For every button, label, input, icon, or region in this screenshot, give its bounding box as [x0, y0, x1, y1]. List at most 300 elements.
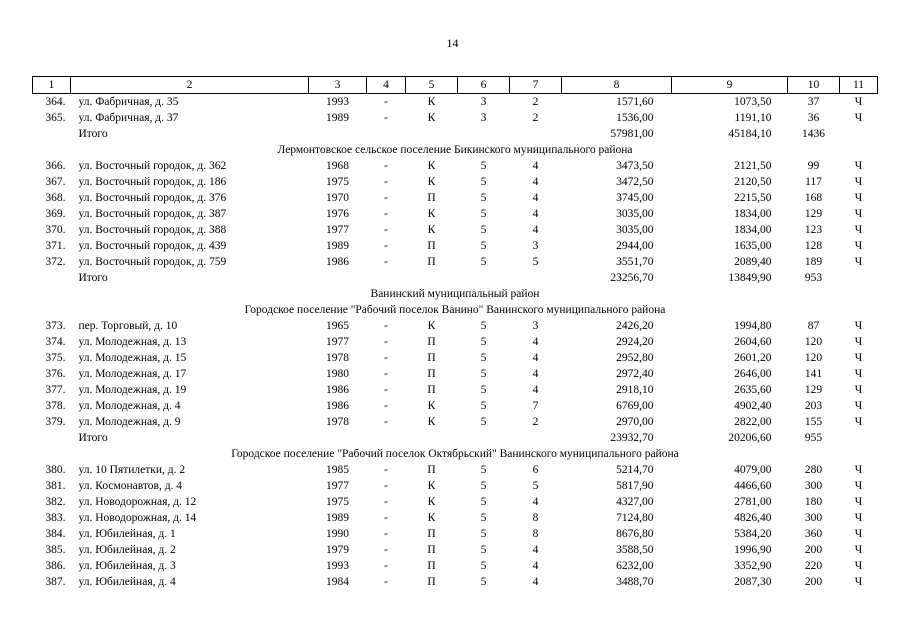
table-cell: 2 [532, 416, 539, 428]
table-cell: Ч [854, 416, 863, 428]
table-cell: 5 [480, 528, 487, 540]
table-cell [309, 430, 562, 446]
table-cell: П [427, 560, 436, 572]
table-cell: 1976 [326, 208, 349, 220]
table-cell: 371. [45, 240, 66, 252]
table-cell: 300 [804, 480, 823, 492]
table-cell: 386. [45, 560, 66, 572]
table-row [33, 542, 878, 558]
table-cell: Ч [854, 464, 863, 476]
table-cell: 1996,90 [734, 544, 772, 556]
table-cell: 5 [480, 384, 487, 396]
table-cell: 37 [807, 96, 820, 108]
table-cell: ул. Молодежная, д. 4 [78, 400, 181, 412]
table-cell: - [384, 208, 388, 220]
table-cell: 3472,50 [616, 176, 654, 188]
table-cell: ул. Молодежная, д. 13 [78, 336, 187, 348]
table-cell: 2 [532, 112, 539, 124]
total-label: Итого [78, 272, 108, 284]
table-cell: П [427, 192, 436, 204]
table-cell: 8676,80 [616, 528, 654, 540]
table-cell: 203 [804, 400, 823, 412]
table-cell: 6232,00 [616, 560, 654, 572]
table-cell: ул. Восточный городок, д. 439 [78, 240, 227, 252]
column-header: 1 [33, 77, 71, 94]
table-cell: К [427, 416, 436, 428]
table-cell: - [384, 176, 388, 188]
table-cell: 5 [480, 416, 487, 428]
table-cell: 120 [804, 336, 823, 348]
table-cell: 384. [45, 528, 66, 540]
table-cell: 1984 [326, 576, 349, 588]
table-cell: 4 [532, 336, 539, 348]
table-cell: 4 [532, 544, 539, 556]
table-cell: 1975 [326, 176, 349, 188]
table-row [33, 494, 878, 510]
total-label: Итого [78, 128, 108, 140]
table-cell: 4466,60 [734, 480, 772, 492]
table-cell: 2215,50 [734, 192, 772, 204]
table-row [33, 174, 878, 190]
table-cell: 4826,40 [734, 512, 772, 524]
table-cell: 364. [45, 96, 66, 108]
table-cell: 5214,70 [616, 464, 654, 476]
table-cell: - [384, 464, 388, 476]
table-cell: 200 [804, 576, 823, 588]
table-cell: 4902,40 [734, 400, 772, 412]
table-cell: 3 [532, 240, 539, 252]
table-cell: 5 [480, 480, 487, 492]
total-label: Итого [78, 432, 108, 444]
table-row [33, 318, 878, 334]
table-cell: 4 [532, 208, 539, 220]
total-value: 45184,10 [728, 128, 772, 140]
table-row [33, 94, 878, 111]
table-cell: 377. [45, 384, 66, 396]
table-cell: - [384, 528, 388, 540]
table-cell: 7124,80 [616, 512, 654, 524]
table-cell: 381. [45, 480, 66, 492]
table-cell: 2121,50 [734, 160, 772, 172]
table-cell: 2120,50 [734, 176, 772, 188]
column-header: 11 [840, 77, 878, 94]
table-cell: 2646,00 [734, 368, 772, 380]
table-cell: 3035,00 [616, 224, 654, 236]
table-cell: 4 [532, 224, 539, 236]
table-cell: 5817,90 [616, 480, 654, 492]
table-cell: 128 [804, 240, 823, 252]
table-cell: 5 [480, 256, 487, 268]
table-cell: - [384, 544, 388, 556]
table-cell: Ч [854, 496, 863, 508]
table-cell: 1986 [326, 400, 349, 412]
table-cell: 5 [480, 512, 487, 524]
table-cell: П [427, 384, 436, 396]
table-cell: Ч [854, 224, 863, 236]
table-cell: 1993 [326, 96, 349, 108]
table-cell: - [384, 560, 388, 572]
table-row [33, 350, 878, 366]
table-cell: 3035,00 [616, 208, 654, 220]
table-cell: 129 [804, 384, 823, 396]
table-cell: 2426,20 [616, 320, 654, 332]
table-cell: 1635,00 [734, 240, 772, 252]
table-cell: 2087,30 [734, 576, 772, 588]
table-cell: К [427, 160, 436, 172]
column-header: 2 [71, 77, 309, 94]
table-cell: 1571,60 [616, 96, 654, 108]
table-cell: - [384, 416, 388, 428]
table-cell: 383. [45, 512, 66, 524]
table-cell: 2604,60 [734, 336, 772, 348]
page-number: 14 [446, 36, 459, 50]
table-cell: 5 [480, 496, 487, 508]
table-cell: 5 [532, 256, 539, 268]
table-row [33, 414, 878, 430]
table-cell: ул. Юбилейная, д. 1 [78, 528, 176, 540]
table-cell: 5 [480, 160, 487, 172]
table-cell: - [384, 480, 388, 492]
column-header: 3 [309, 77, 367, 94]
table-cell [33, 430, 71, 446]
table-cell: 1990 [326, 528, 349, 540]
table-cell: 369. [45, 208, 66, 220]
table-cell: ул. Новодорожная, д. 12 [78, 496, 197, 508]
table-cell: - [384, 96, 388, 108]
table-cell: 1834,00 [734, 208, 772, 220]
table-cell: ул. Новодорожная, д. 14 [78, 512, 197, 524]
table-cell: К [427, 480, 436, 492]
table-cell: - [384, 384, 388, 396]
table-cell: 1977 [326, 224, 349, 236]
table-cell: - [384, 256, 388, 268]
table-cell: Ч [854, 544, 863, 556]
table-cell: ул. Фабричная, д. 37 [78, 112, 179, 124]
table-cell: К [427, 96, 436, 108]
table-cell: К [427, 320, 436, 332]
table-cell: Ч [854, 400, 863, 412]
table-cell: Ч [854, 352, 863, 364]
table-cell: 1993 [326, 560, 349, 572]
section-heading-row [33, 446, 878, 462]
table-cell: 1986 [326, 256, 349, 268]
table-cell: ул. Восточный городок, д. 186 [78, 176, 227, 188]
table-cell: 5 [480, 192, 487, 204]
table-cell: 1536,00 [616, 112, 654, 124]
table-cell: - [384, 192, 388, 204]
column-header: 7 [510, 77, 562, 94]
table-cell: 4 [532, 560, 539, 572]
table-cell: 87 [807, 320, 820, 332]
table-cell: 5 [480, 576, 487, 588]
table-cell: 1985 [326, 464, 349, 476]
table-cell: 4 [532, 192, 539, 204]
table-cell [309, 270, 562, 286]
table-cell [840, 126, 878, 142]
table-cell: ул. Юбилейная, д. 4 [78, 576, 176, 588]
table-cell: Ч [854, 368, 863, 380]
table-cell: Ч [854, 480, 863, 492]
table-cell: 3551,70 [616, 256, 654, 268]
table-cell: 372. [45, 256, 66, 268]
table-cell: 2 [532, 96, 539, 108]
table-cell: Ч [854, 96, 863, 108]
table-cell: 2089,40 [734, 256, 772, 268]
table-cell: 5 [480, 560, 487, 572]
table-cell: 1977 [326, 336, 349, 348]
total-value: 20206,60 [728, 432, 772, 444]
table-cell: 129 [804, 208, 823, 220]
table-cell: Ч [854, 192, 863, 204]
table-cell: ул. Восточный городок, д. 376 [78, 192, 227, 204]
table-cell: ул. Молодежная, д. 9 [78, 416, 181, 428]
table-cell: 1979 [326, 544, 349, 556]
table-cell: 1970 [326, 192, 349, 204]
table-cell: Ч [854, 112, 863, 124]
table-cell: 368. [45, 192, 66, 204]
table-cell: 5 [480, 208, 487, 220]
table-cell: 3 [480, 96, 487, 108]
table-cell: 141 [804, 368, 823, 380]
table-row [33, 510, 878, 526]
table-cell: 1989 [326, 512, 349, 524]
table-cell: ул. 10 Пятилетки, д. 2 [78, 464, 186, 476]
table-cell: 6769,00 [616, 400, 654, 412]
table-cell: 4 [532, 384, 539, 396]
table-cell: 220 [804, 560, 823, 572]
section-heading: Городское поселение "Рабочий поселок Ванино" Ванинского муниципального района [244, 304, 666, 316]
table-row [33, 366, 878, 382]
table-cell: 2601,20 [734, 352, 772, 364]
table-cell: 1980 [326, 368, 349, 380]
table-cell: 123 [804, 224, 823, 236]
table-row [33, 254, 878, 270]
table-row [33, 558, 878, 574]
table-cell: 5 [480, 544, 487, 556]
table-cell: 2972,40 [616, 368, 654, 380]
table-cell: 120 [804, 352, 823, 364]
table-cell: 3 [480, 112, 487, 124]
table-cell [33, 270, 71, 286]
table-cell: К [427, 176, 436, 188]
table-cell: 5384,20 [734, 528, 772, 540]
table-cell: К [427, 496, 436, 508]
table-cell: П [427, 464, 436, 476]
table-row [33, 574, 878, 590]
total-value: 57981,00 [610, 128, 654, 140]
table-cell: П [427, 256, 436, 268]
table-cell: К [427, 512, 436, 524]
table-cell: ул. Юбилейная, д. 2 [78, 544, 176, 556]
table-cell: 4 [532, 496, 539, 508]
table-row [33, 478, 878, 494]
table-cell: 360 [804, 528, 823, 540]
table-cell: 2944,00 [616, 240, 654, 252]
table-cell: ул. Восточный городок, д. 388 [78, 224, 227, 236]
table-cell: 168 [804, 192, 823, 204]
table-cell: К [427, 400, 436, 412]
total-value: 13849,90 [728, 272, 772, 284]
table-cell: П [427, 336, 436, 348]
table-cell: 367. [45, 176, 66, 188]
table-cell: 387. [45, 576, 66, 588]
section-heading: Ванинский муниципальный район [370, 288, 540, 300]
column-header: 9 [672, 77, 788, 94]
table-cell: - [384, 496, 388, 508]
table-cell: 2918,10 [616, 384, 654, 396]
table-cell: 5 [480, 352, 487, 364]
total-row [33, 430, 878, 446]
table-cell: 2924,20 [616, 336, 654, 348]
table-cell: 5 [480, 368, 487, 380]
table-cell: 2635,60 [734, 384, 772, 396]
table-cell: 1965 [326, 320, 349, 332]
table-cell: 380. [45, 464, 66, 476]
table-cell: 3 [532, 320, 539, 332]
table-cell: 1989 [326, 112, 349, 124]
table-cell: 5 [480, 464, 487, 476]
section-heading-row [33, 142, 878, 158]
table-cell: 370. [45, 224, 66, 236]
housing-table [32, 76, 878, 590]
total-value: 23932,70 [610, 432, 654, 444]
table-cell: Ч [854, 336, 863, 348]
table-cell: ул. Восточный городок, д. 759 [78, 256, 227, 268]
table-cell: 7 [532, 400, 539, 412]
table-cell: П [427, 576, 436, 588]
table-cell: 6 [532, 464, 539, 476]
table-cell: ул. Восточный городок, д. 387 [78, 208, 227, 220]
column-header: 8 [562, 77, 672, 94]
section-heading: Городское поселение "Рабочий поселок Октябрьский" Ванинского муниципального района [231, 448, 679, 460]
table-cell: 1977 [326, 480, 349, 492]
table-cell: 4 [532, 368, 539, 380]
table-cell: 36 [807, 112, 820, 124]
table-cell: - [384, 224, 388, 236]
section-heading-row [33, 286, 878, 302]
table-row [33, 334, 878, 350]
section-heading: Лермонтовское сельское поселение Бикинского муниципального района [277, 144, 633, 156]
column-header-row [33, 77, 878, 94]
table-cell: 382. [45, 496, 66, 508]
table-row [33, 206, 878, 222]
table-cell: 1978 [326, 352, 349, 364]
table-cell: ул. Молодежная, д. 17 [78, 368, 187, 380]
table-cell: - [384, 160, 388, 172]
table-cell: 4 [532, 160, 539, 172]
table-cell: 200 [804, 544, 823, 556]
table-row [33, 238, 878, 254]
table-cell: 189 [804, 256, 823, 268]
table-cell: 2781,00 [734, 496, 772, 508]
table-cell: - [384, 400, 388, 412]
table-cell: пер. Торговый, д. 10 [78, 320, 178, 332]
table-cell [840, 430, 878, 446]
table-cell: Ч [854, 256, 863, 268]
table-cell: П [427, 544, 436, 556]
table-cell [309, 126, 562, 142]
table-cell: 280 [804, 464, 823, 476]
section-heading-row [33, 302, 878, 318]
table-cell: Ч [854, 208, 863, 220]
table-cell: П [427, 368, 436, 380]
table-cell: 365. [45, 112, 66, 124]
table-cell: 5 [480, 240, 487, 252]
table-cell: 3588,50 [616, 544, 654, 556]
table-cell: - [384, 512, 388, 524]
table-row [33, 382, 878, 398]
table-cell: Ч [854, 576, 863, 588]
table-cell: Ч [854, 240, 863, 252]
total-value: 23256,70 [610, 272, 654, 284]
table-cell: 2952,80 [616, 352, 654, 364]
total-row [33, 270, 878, 286]
total-value: 1436 [802, 128, 825, 140]
table-cell: 378. [45, 400, 66, 412]
table-cell: 8 [532, 528, 539, 540]
table-cell: 300 [804, 512, 823, 524]
table-cell: 385. [45, 544, 66, 556]
table-cell: 2822,00 [734, 416, 772, 428]
table-cell: К [427, 208, 436, 220]
table-cell: П [427, 240, 436, 252]
table-cell: 5 [480, 400, 487, 412]
table-cell: - [384, 368, 388, 380]
table-cell: - [384, 240, 388, 252]
table-cell: 366. [45, 160, 66, 172]
table-cell: Ч [854, 528, 863, 540]
table-cell: 1986 [326, 384, 349, 396]
table-cell: ул. Восточный городок, д. 362 [78, 160, 227, 172]
table-cell: 4 [532, 576, 539, 588]
column-header: 4 [367, 77, 406, 94]
table-cell: 3473,50 [616, 160, 654, 172]
table-cell: - [384, 112, 388, 124]
table-cell: 2970,00 [616, 416, 654, 428]
table-cell: Ч [854, 512, 863, 524]
table-row [33, 190, 878, 206]
table-cell: ул. Космонавтов, д. 4 [78, 480, 183, 492]
table-cell: 3745,00 [616, 192, 654, 204]
table-cell: ул. Юбилейная, д. 3 [78, 560, 176, 572]
table-cell: 1073,50 [734, 96, 772, 108]
table-cell: 3352,90 [734, 560, 772, 572]
table-cell: Ч [854, 560, 863, 572]
table-cell: 374. [45, 336, 66, 348]
table-cell: 375. [45, 352, 66, 364]
table-cell: - [384, 320, 388, 332]
table-cell: 4 [532, 352, 539, 364]
table-cell: 99 [807, 160, 820, 172]
table-row [33, 158, 878, 174]
table-cell: 3488,70 [616, 576, 654, 588]
table-cell: К [427, 224, 436, 236]
table-cell: 1978 [326, 416, 349, 428]
table-cell [33, 126, 71, 142]
table-cell: 1968 [326, 160, 349, 172]
table-cell: 1834,00 [734, 224, 772, 236]
total-value: 953 [804, 272, 823, 284]
table-cell: ул. Фабричная, д. 35 [78, 96, 179, 108]
table-cell: ул. Молодежная, д. 15 [78, 352, 187, 364]
table-cell: 180 [804, 496, 823, 508]
table-cell: 155 [804, 416, 823, 428]
table-cell: 5 [532, 480, 539, 492]
table-row [33, 222, 878, 238]
table-cell: К [427, 112, 436, 124]
table-cell: П [427, 352, 436, 364]
table-row [33, 526, 878, 542]
